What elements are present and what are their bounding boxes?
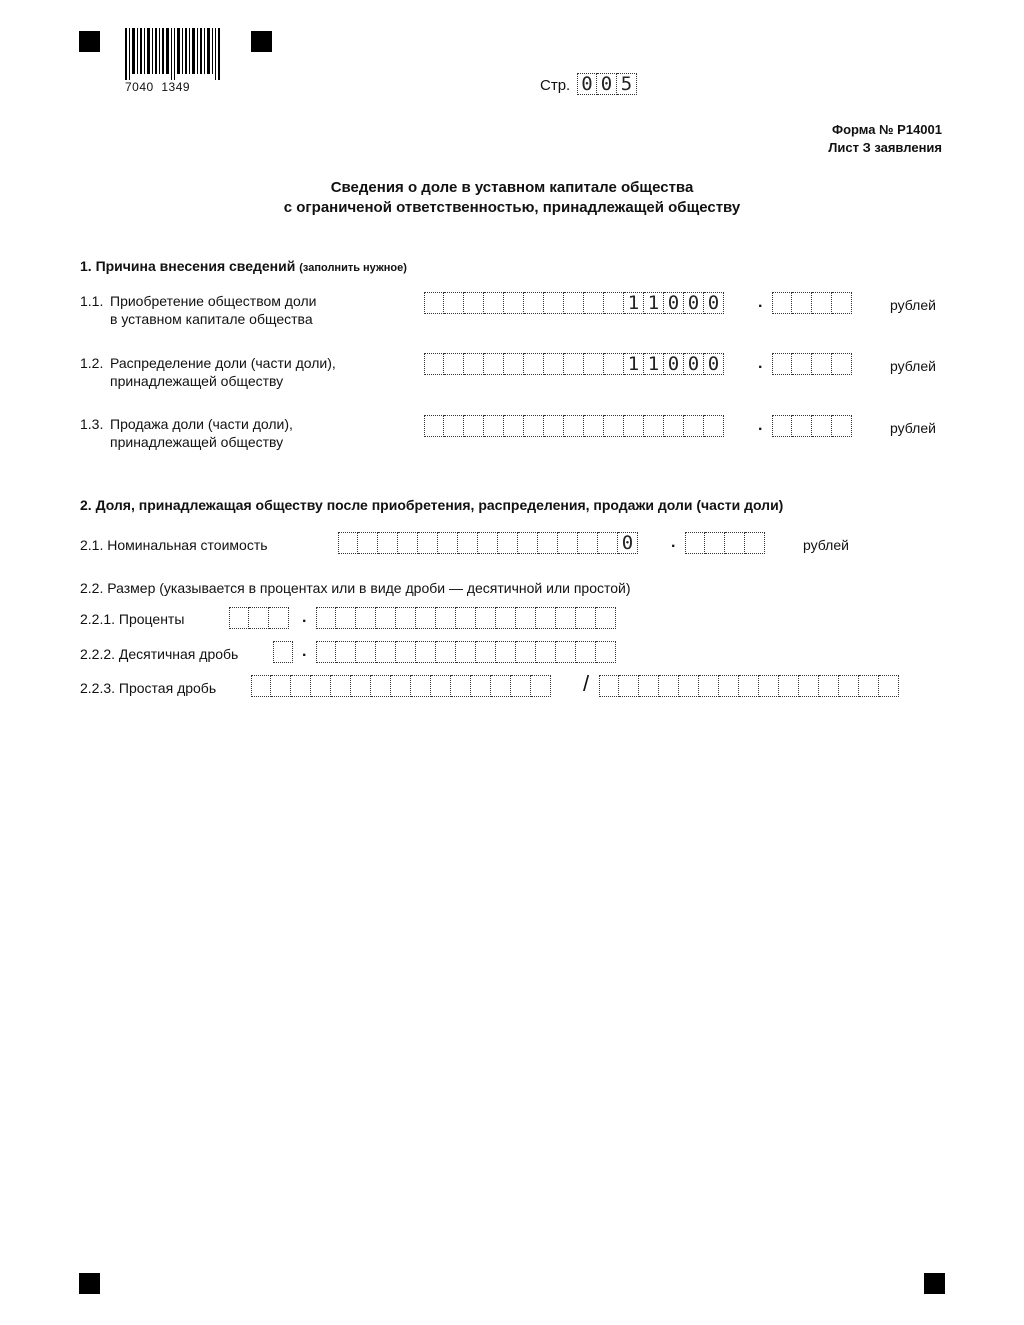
comb-cell[interactable]	[504, 353, 524, 375]
row-1-1-fraction-cells[interactable]	[772, 292, 852, 314]
decimal-fraction-cells[interactable]	[316, 641, 616, 663]
comb-cell[interactable]	[484, 415, 504, 437]
comb-cell[interactable]	[456, 641, 476, 663]
comb-cell[interactable]	[584, 353, 604, 375]
comb-cell[interactable]	[832, 353, 852, 375]
comb-cell[interactable]	[604, 292, 624, 314]
comb-cell: 0	[597, 73, 617, 95]
comb-cell[interactable]	[376, 641, 396, 663]
comb-cell[interactable]	[604, 415, 624, 437]
comb-cell[interactable]	[269, 607, 289, 629]
comb-cell[interactable]: 0	[704, 292, 724, 314]
comb-cell[interactable]	[584, 292, 604, 314]
comb-cell[interactable]	[639, 675, 659, 697]
comb-cell[interactable]	[516, 607, 536, 629]
comb-cell[interactable]	[819, 675, 839, 697]
comb-cell[interactable]	[376, 607, 396, 629]
simple-numerator-cells[interactable]	[251, 675, 551, 697]
comb-cell[interactable]	[745, 532, 765, 554]
comb-cell[interactable]	[498, 532, 518, 554]
percent-decimal-point: .	[302, 609, 307, 626]
comb-cell[interactable]	[664, 415, 684, 437]
comb-cell[interactable]	[371, 675, 391, 697]
comb-cell[interactable]: 1	[644, 353, 664, 375]
comb-cell[interactable]	[759, 675, 779, 697]
comb-cell[interactable]	[812, 415, 832, 437]
comb-cell[interactable]	[705, 532, 725, 554]
comb-cell[interactable]	[311, 675, 331, 697]
comb-cell[interactable]	[478, 532, 498, 554]
row-1-3-unit: рублей	[890, 420, 936, 436]
comb-cell[interactable]	[438, 532, 458, 554]
barcode-number: 7040 1349	[125, 80, 191, 94]
comb-cell[interactable]	[536, 641, 556, 663]
comb-cell[interactable]	[564, 415, 584, 437]
comb-cell[interactable]: 1	[644, 292, 664, 314]
comb-cell[interactable]	[832, 292, 852, 314]
row-1-3-integer-cells[interactable]	[424, 415, 724, 437]
row-1-2-fraction-cells[interactable]	[772, 353, 852, 375]
corner-marker-bottom-right	[924, 1273, 945, 1294]
comb-cell[interactable]	[538, 532, 558, 554]
comb-cell[interactable]	[396, 607, 416, 629]
comb-cell[interactable]	[411, 675, 431, 697]
comb-cell[interactable]	[436, 607, 456, 629]
page-number-cells	[577, 73, 637, 95]
comb-cell[interactable]	[772, 292, 792, 314]
comb-cell[interactable]	[544, 415, 564, 437]
row-1-2-label-line1: Распределение доли (части доли),	[110, 355, 336, 371]
row-1-1-decimal-point: .	[758, 294, 763, 311]
decimal-integer-cells[interactable]	[273, 641, 293, 663]
comb-cell[interactable]	[684, 415, 704, 437]
comb-cell[interactable]	[291, 675, 311, 697]
row-1-2-label-line2: принадлежащей обществу	[110, 373, 284, 389]
comb-cell[interactable]: 0	[664, 292, 684, 314]
comb-cell[interactable]	[619, 675, 639, 697]
comb-cell[interactable]	[356, 607, 376, 629]
nominal-fraction-cells[interactable]	[685, 532, 765, 554]
comb-cell[interactable]	[504, 292, 524, 314]
row-1-3-number: 1.3.	[80, 416, 104, 432]
comb-cell[interactable]	[271, 675, 291, 697]
comb-cell[interactable]	[444, 353, 464, 375]
comb-cell[interactable]	[576, 607, 596, 629]
nominal-decimal-point: .	[671, 534, 676, 551]
sheet-label: Лист З заявления	[828, 140, 942, 155]
comb-cell[interactable]	[338, 532, 358, 554]
comb-cell[interactable]	[316, 607, 336, 629]
comb-cell[interactable]	[779, 675, 799, 697]
comb-cell[interactable]	[458, 532, 478, 554]
comb-cell[interactable]	[644, 415, 664, 437]
document-title-line2: с ограниченой ответственностью, принадлежащей обществу	[283, 199, 741, 216]
comb-cell[interactable]	[249, 607, 269, 629]
nominal-value-label: 2.1. Номинальная стоимость	[80, 537, 268, 553]
comb-cell[interactable]	[436, 641, 456, 663]
row-1-3-fraction-cells[interactable]	[772, 415, 852, 437]
comb-cell[interactable]	[484, 353, 504, 375]
comb-cell[interactable]	[484, 292, 504, 314]
comb-cell[interactable]	[624, 415, 644, 437]
comb-cell[interactable]	[398, 532, 418, 554]
comb-cell[interactable]	[451, 675, 471, 697]
section1-heading	[80, 257, 407, 277]
comb-cell[interactable]	[273, 641, 293, 663]
comb-cell[interactable]	[524, 292, 544, 314]
comb-cell[interactable]	[416, 641, 436, 663]
comb-cell[interactable]	[424, 292, 444, 314]
comb-cell[interactable]	[659, 675, 679, 697]
comb-cell[interactable]: 0	[684, 353, 704, 375]
simple-denominator-cells[interactable]	[599, 675, 899, 697]
comb-cell[interactable]	[604, 353, 624, 375]
comb-cell[interactable]	[336, 641, 356, 663]
comb-cell[interactable]	[578, 532, 598, 554]
barcode-image	[125, 28, 221, 80]
comb-cell[interactable]	[792, 415, 812, 437]
comb-cell[interactable]	[504, 415, 524, 437]
comb-cell[interactable]: 0	[704, 353, 724, 375]
comb-cell[interactable]	[832, 415, 852, 437]
comb-cell[interactable]	[879, 675, 899, 697]
fraction-slash: /	[583, 671, 590, 696]
page-label: Стр.	[540, 77, 571, 94]
comb-cell[interactable]	[531, 675, 551, 697]
comb-cell[interactable]	[719, 675, 739, 697]
row-1-3-label-line2: принадлежащей обществу	[110, 434, 284, 450]
row-1-2-decimal-point: .	[758, 355, 763, 372]
corner-marker-bottom-left	[79, 1273, 100, 1294]
comb-cell[interactable]	[496, 607, 516, 629]
row-1-1-label-line2: в уставном капитале общества	[110, 311, 313, 327]
comb-cell[interactable]	[558, 532, 578, 554]
row-1-3-label-line1: Продажа доли (части доли),	[110, 416, 293, 432]
comb-cell: 5	[617, 73, 637, 95]
comb-cell[interactable]	[544, 292, 564, 314]
comb-cell[interactable]	[772, 415, 792, 437]
row-1-1-number: 1.1.	[80, 293, 104, 309]
comb-cell[interactable]: 1	[624, 292, 644, 314]
simple-fraction-label: 2.2.3. Простая дробь	[80, 680, 217, 696]
percent-label: 2.2.1. Проценты	[80, 611, 185, 627]
comb-cell[interactable]	[739, 675, 759, 697]
section1-heading-text: 1. Причина внесения сведений	[80, 258, 296, 274]
comb-cell[interactable]	[496, 641, 516, 663]
form-number: Форма № Р14001	[831, 122, 942, 137]
comb-cell[interactable]	[424, 353, 444, 375]
row-1-2-integer-cells[interactable]	[424, 353, 724, 375]
comb-cell[interactable]	[839, 675, 859, 697]
document-title-line1: Сведения о доле в уставном капитале общества	[330, 179, 694, 196]
decimal-label: 2.2.2. Десятичная дробь	[80, 646, 239, 662]
comb-cell[interactable]	[772, 353, 792, 375]
nominal-integer-cells[interactable]	[338, 532, 638, 554]
comb-cell[interactable]	[424, 415, 444, 437]
comb-cell[interactable]	[536, 607, 556, 629]
comb-cell[interactable]	[464, 415, 484, 437]
comb-cell[interactable]	[524, 353, 544, 375]
comb-cell[interactable]: 0	[664, 353, 684, 375]
decimal-decimal-point: .	[302, 643, 307, 660]
row-1-1-unit: рублей	[890, 297, 936, 313]
percent-fraction-cells[interactable]	[316, 607, 616, 629]
comb-cell[interactable]	[331, 675, 351, 697]
nominal-unit: рублей	[803, 537, 849, 553]
comb-cell[interactable]: 0	[684, 292, 704, 314]
comb-cell[interactable]	[351, 675, 371, 697]
comb-cell[interactable]	[396, 641, 416, 663]
percent-integer-cells[interactable]	[229, 607, 289, 629]
comb-cell[interactable]	[598, 532, 618, 554]
comb-cell[interactable]	[518, 532, 538, 554]
comb-cell[interactable]	[812, 353, 832, 375]
comb-cell[interactable]	[391, 675, 411, 697]
size-label: 2.2. Размер (указывается в процентах или в виде дроби — десятичной или простой)	[80, 580, 631, 596]
comb-cell[interactable]	[491, 675, 511, 697]
comb-cell[interactable]	[564, 353, 584, 375]
comb-cell[interactable]	[444, 415, 464, 437]
comb-cell[interactable]	[556, 641, 576, 663]
comb-cell[interactable]	[416, 607, 436, 629]
corner-marker-top-left	[79, 31, 100, 52]
comb-cell[interactable]	[704, 415, 724, 437]
comb-cell[interactable]	[511, 675, 531, 697]
comb-cell[interactable]	[556, 607, 576, 629]
comb-cell[interactable]	[699, 675, 719, 697]
row-1-1-label-line1: Приобретение обществом доли	[110, 293, 317, 309]
comb-cell[interactable]	[358, 532, 378, 554]
comb-cell[interactable]	[378, 532, 398, 554]
comb-cell[interactable]	[471, 675, 491, 697]
section1-heading-note: (заполнить нужное)	[299, 262, 407, 274]
comb-cell[interactable]	[431, 675, 451, 697]
comb-cell[interactable]	[464, 353, 484, 375]
comb-cell[interactable]	[418, 532, 438, 554]
row-1-3-decimal-point: .	[758, 417, 763, 434]
comb-cell[interactable]	[516, 641, 536, 663]
comb-cell[interactable]	[799, 675, 819, 697]
comb-cell[interactable]: 0	[618, 532, 638, 554]
comb-cell[interactable]: 1	[624, 353, 644, 375]
comb-cell: 0	[577, 73, 597, 95]
row-1-2-unit: рублей	[890, 358, 936, 374]
comb-cell[interactable]	[859, 675, 879, 697]
comb-cell[interactable]	[792, 353, 812, 375]
comb-cell[interactable]	[476, 641, 496, 663]
comb-cell[interactable]	[444, 292, 464, 314]
comb-cell[interactable]	[544, 353, 564, 375]
comb-cell[interactable]	[564, 292, 584, 314]
comb-cell[interactable]	[456, 607, 476, 629]
comb-cell[interactable]	[596, 641, 616, 663]
comb-cell[interactable]	[576, 641, 596, 663]
comb-cell[interactable]	[229, 607, 249, 629]
row-1-1-integer-cells[interactable]	[424, 292, 724, 314]
comb-cell[interactable]	[251, 675, 271, 697]
comb-cell[interactable]	[685, 532, 705, 554]
row-1-2-number: 1.2.	[80, 355, 104, 371]
comb-cell[interactable]	[464, 292, 484, 314]
comb-cell[interactable]	[596, 607, 616, 629]
comb-cell[interactable]	[356, 641, 376, 663]
comb-cell[interactable]	[336, 607, 356, 629]
comb-cell[interactable]	[812, 292, 832, 314]
comb-cell[interactable]	[584, 415, 604, 437]
comb-cell[interactable]	[599, 675, 619, 697]
section2-heading: 2. Доля, принадлежащая обществу после приобретения, распределения, продажи доли (части доли)	[80, 497, 784, 513]
comb-cell[interactable]	[725, 532, 745, 554]
comb-cell[interactable]	[524, 415, 544, 437]
comb-cell[interactable]	[476, 607, 496, 629]
comb-cell[interactable]	[792, 292, 812, 314]
comb-cell[interactable]	[316, 641, 336, 663]
corner-marker-top-right	[251, 31, 272, 52]
comb-cell[interactable]	[679, 675, 699, 697]
